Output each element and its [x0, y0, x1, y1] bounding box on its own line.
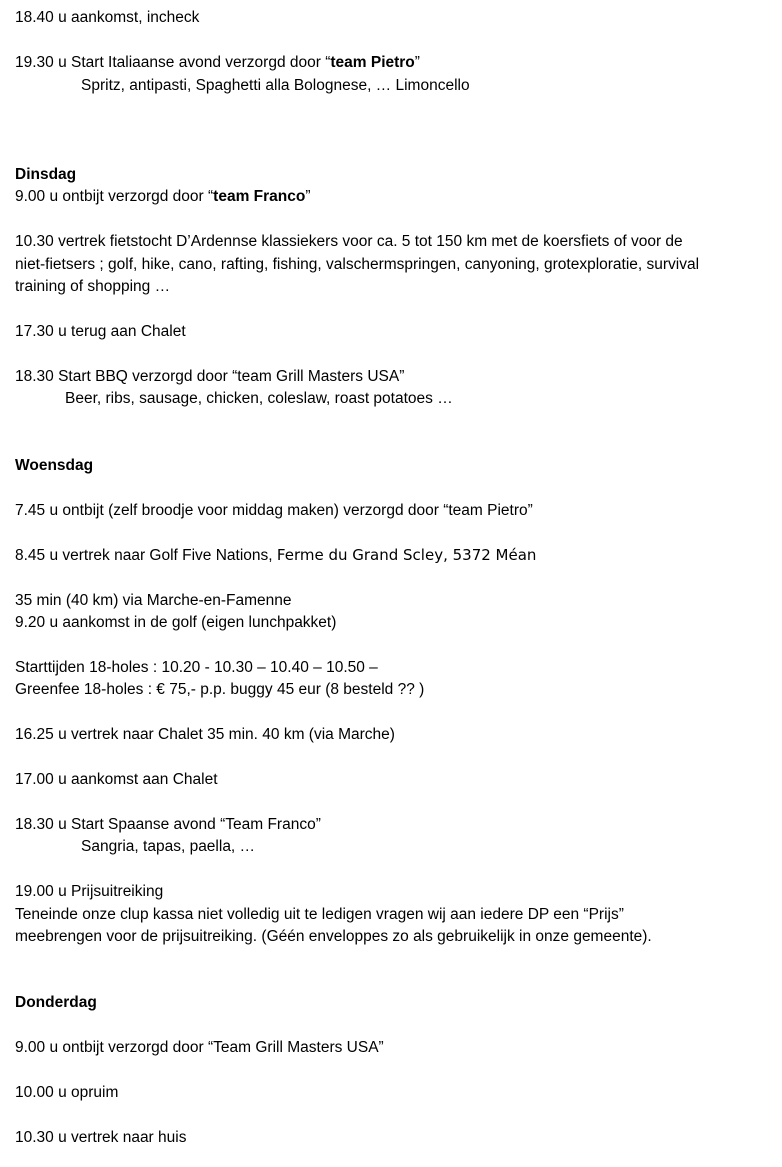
bbq-line: 18.30 Start BBQ verzorgd door “team Grill Masters USA” [15, 368, 405, 385]
tee-times-line: Starttijden 18-holes : 10.20 - 10.30 – 10.40 – 10.50 – [15, 659, 378, 676]
day-heading-woensdag: Woensdag [15, 457, 94, 474]
breakfast-line: 9.00 u ontbijt verzorgd door “Team Grill Masters USA” [15, 1039, 384, 1056]
cleanup-line: 10.00 u opruim [15, 1084, 119, 1101]
route-line: 35 min (40 km) via Marche-en-Famenne [15, 592, 292, 609]
greenfee-line: Greenfee 18-holes : € 75,- p.p. buggy 45 eur (8 besteld ?? ) [15, 681, 425, 698]
italian-evening-line: 19.30 u Start Italiaanse avond verzorgd door “team Pietro” [15, 54, 420, 71]
prize-note-line-1: Teneinde onze clup kassa niet volledig uit te ledigen vragen wij aan iedere DP een “Prijs” [15, 906, 624, 923]
team-name: team Pietro [330, 54, 415, 71]
spanish-evening-line: 18.30 u Start Spaanse avond “Team Franco” [15, 816, 321, 833]
golf-address: Ferme du Grand Scley, 5372 Méan [276, 546, 537, 564]
golf-departure-line: 8.45 u vertrek naar Golf Five Nations, Ferme du Grand Scley, 5372 Méan [15, 546, 537, 564]
spanish-menu-line: Sangria, tapas, paella, … [81, 838, 256, 855]
team-name: team Franco [213, 188, 306, 205]
italian-menu-line: Spritz, antipasti, Spaghetti alla Bolognese, … Limoncello [81, 77, 470, 94]
return-line: 16.25 u vertrek naar Chalet 35 min. 40 km (via Marche) [15, 726, 395, 743]
bike-tour-line-1: 10.30 vertrek fietstocht D’Ardennse klassiekers voor ca. 5 tot 150 km met de koersfiets of voor de [15, 233, 683, 250]
day-heading-dinsdag: Dinsdag [15, 166, 77, 183]
breakfast-line: 7.45 u ontbijt (zelf broodje voor middag maken) verzorgd door “team Pietro” [15, 502, 533, 519]
breakfast-line: 9.00 u ontbijt verzorgd door “team Franco” [15, 188, 311, 205]
bike-tour-line-2: niet-fietsers ; golf, hike, cano, rafting, fishing, valschermspringen, canyoning, grotexploratie, survival [15, 256, 700, 273]
chalet-arrival-line: 17.00 u aankomst aan Chalet [15, 771, 218, 788]
bike-tour-line-3: training of shopping … [15, 278, 171, 295]
bbq-menu-line: Beer, ribs, sausage, chicken, coleslaw, roast potatoes … [65, 390, 453, 407]
day-heading-donderdag: Donderdag [15, 994, 97, 1011]
arrival-line: 18.40 u aankomst, incheck [15, 9, 200, 26]
prize-line: 19.00 u Prijsuitreiking [15, 883, 164, 900]
return-line: 17.30 u terug aan Chalet [15, 323, 186, 340]
golf-arrival-line: 9.20 u aankomst in de golf (eigen lunchpakket) [15, 614, 337, 631]
prize-note-line-2: meebrengen voor de prijsuitreiking. (Géén enveloppes zo als gebruikelijk in onze gemeente). [15, 928, 652, 945]
departure-line: 10.30 u vertrek naar huis [15, 1129, 187, 1146]
